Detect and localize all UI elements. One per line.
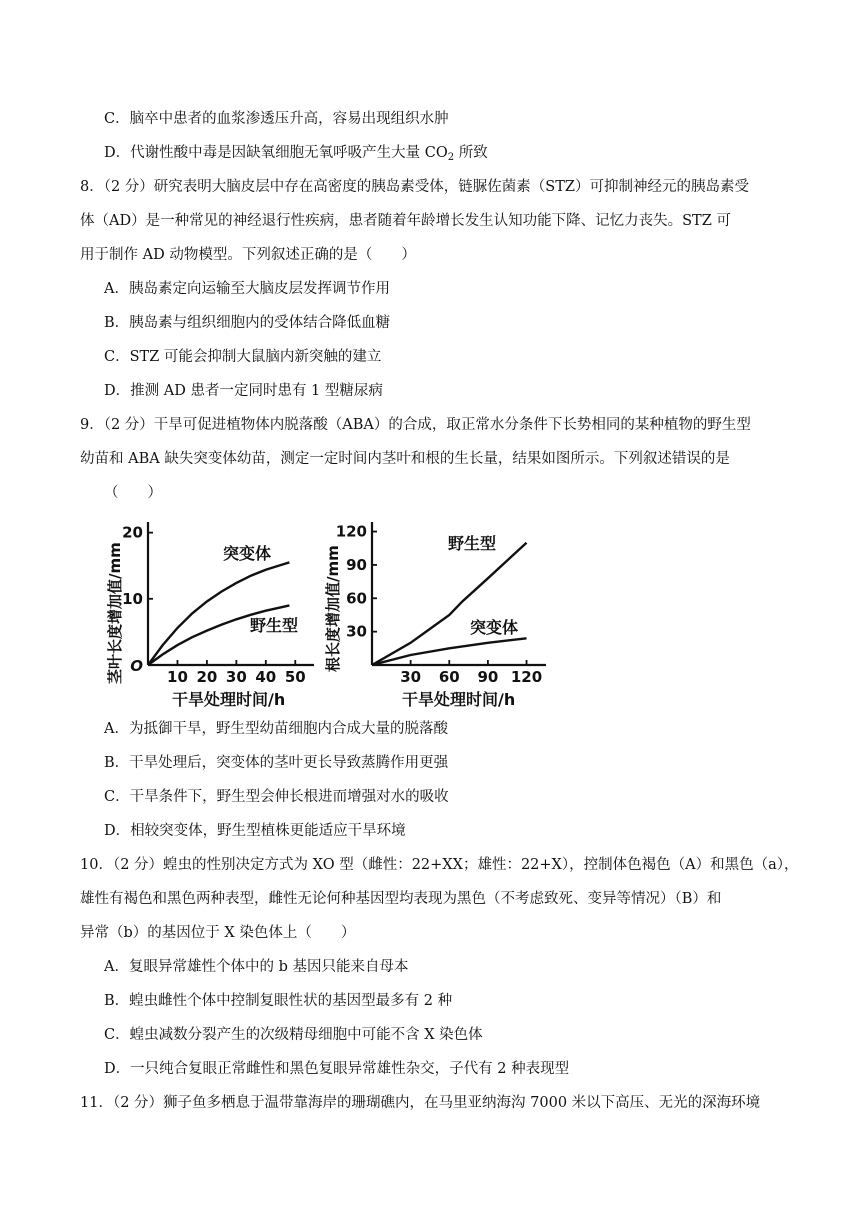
right-x-axis-label: 干旱处理时间/h bbox=[402, 690, 516, 709]
q9-option-a: A．为抵御干旱，野生型幼苗细胞内合成大量的脱落酸 bbox=[104, 721, 448, 737]
x-tick-label: 90 bbox=[477, 668, 499, 686]
q10-stem-line3: 异常（b）的基因位于 X 染色体上（ ） bbox=[80, 925, 356, 941]
root-growth-chart bbox=[322, 512, 552, 712]
series-label-2: 野生型 bbox=[250, 616, 299, 635]
q10-option-d: D．一只纯合复眼正常雌性和黑色复眼异常雄性杂交，子代有 2 种表现型 bbox=[104, 1061, 570, 1077]
y-tick-label: 10 bbox=[122, 589, 143, 608]
q7-option-c: C．脑卒中患者的血浆渗透压升高，容易出现组织水肿 bbox=[104, 111, 449, 127]
q10-option-b: B．蝗虫雌性个体中控制复眼性状的基因型最多有 2 种 bbox=[104, 993, 453, 1009]
q9-stem-line1: 9．（2 分）干旱可促进植物体内脱落酸（ABA）的合成，取正常水分条件下长势相同的某种植物的野生型 bbox=[80, 417, 751, 433]
x-tick-label: 50 bbox=[284, 668, 306, 686]
x-tick-label: 40 bbox=[255, 668, 277, 686]
q9-option-d: D．相较突变体，野生型植株更能适应干旱环境 bbox=[104, 823, 406, 839]
left-x-axis-label: 干旱处理时间/h bbox=[172, 690, 286, 709]
x-tick-label: 10 bbox=[167, 668, 188, 686]
y-tick-label: 60 bbox=[346, 589, 367, 608]
q7-option-d bbox=[104, 143, 488, 163]
series-label-2: 突变体 bbox=[470, 618, 519, 637]
origin-label: O bbox=[130, 657, 143, 675]
y-tick-label: 120 bbox=[335, 522, 367, 541]
series-line-1 bbox=[372, 543, 527, 665]
x-tick-label: 30 bbox=[400, 668, 422, 686]
series-line-2 bbox=[148, 605, 289, 665]
x-tick-label: 30 bbox=[225, 668, 247, 686]
q8-option-c: C．STZ 可能会抑制大鼠脑内新突触的建立 bbox=[104, 349, 382, 365]
y-tick-label: 20 bbox=[122, 523, 143, 542]
y-tick-label: 90 bbox=[346, 555, 367, 574]
q8-stem-line2: 体（AD）是一种常见的神经退行性疾病，患者随着年龄增长发生认知功能下降、记忆力丧失。STZ 可 bbox=[80, 213, 731, 229]
q9-option-b: B．干旱处理后，突变体的茎叶更长导致蒸腾作用更强 bbox=[104, 755, 449, 771]
q10-option-c: C．蝗虫减数分裂产生的次级精母细胞中可能不含 X 染色体 bbox=[104, 1027, 483, 1043]
q11-stem-line1: 11．（2 分）狮子鱼多栖息于温带靠海岸的珊瑚礁内，在马里亚纳海沟 7000 米以下高压、无光的深海环境 bbox=[80, 1095, 761, 1111]
q10-stem-line2: 雄性有褐色和黑色两种表型，雌性无论何种基因型均表现为黑色（不考虑致死、变异等情况）（B）和 bbox=[80, 891, 722, 907]
q8-option-a: A．胰岛素定向运输至大脑皮层发挥调节作用 bbox=[104, 281, 390, 297]
q8-option-d: D．推测 AD 患者一定同时患有 1 型糖尿病 bbox=[104, 383, 383, 399]
q7-option-d-tail: 所致 bbox=[454, 145, 488, 161]
q7-option-d-text: D．代谢性酸中毒是因缺氧细胞无氧呼吸产生大量 CO bbox=[104, 145, 448, 161]
left-plot-area bbox=[122, 522, 314, 686]
series-label-1: 野生型 bbox=[448, 534, 497, 553]
left-y-axis-label: 茎叶长度增加值/mm bbox=[106, 542, 124, 684]
co2-subscript: 2 bbox=[447, 152, 455, 163]
series-label-1: 突变体 bbox=[223, 544, 272, 563]
x-tick-label: 120 bbox=[510, 668, 543, 686]
stem-leaf-growth-chart bbox=[100, 512, 315, 712]
x-tick-label: 60 bbox=[438, 668, 460, 686]
right-plot-area bbox=[336, 522, 546, 686]
right-y-axis-label: 根长度增加值/mm bbox=[324, 545, 342, 672]
x-tick-label: 20 bbox=[196, 668, 218, 686]
q8-option-b: B．胰岛素与组织细胞内的受体结合降低血糖 bbox=[104, 315, 391, 331]
q8-stem-line3: 用于制作 AD 动物模型。下列叙述正确的是（ ） bbox=[80, 247, 416, 263]
q9-stem-line3: （ ） bbox=[104, 485, 162, 501]
q8-stem-line1: 8．（2 分）研究表明大脑皮层中存在高密度的胰岛素受体，链脲佐菌素（STZ）可抑制神经元的胰岛素受 bbox=[80, 179, 749, 195]
q10-option-a: A．复眼异常雄性个体中的 b 基因只能来自母本 bbox=[104, 959, 409, 975]
q9-option-c: C．干旱条件下，野生型会伸长根进而增强对水的吸收 bbox=[104, 789, 449, 805]
q9-stem-line2: 幼苗和 ABA 缺失突变体幼苗，测定一定时间内茎叶和根的生长量，结果如图所示。下列叙述错误的是 bbox=[80, 451, 730, 467]
y-tick-label: 30 bbox=[346, 622, 367, 641]
q10-stem-line1: 10．（2 分）蝗虫的性别决定方式为 XO 型（雌性：22+XX；雄性：22+X），控制体色褐色（A）和黑色（a）， bbox=[80, 857, 799, 873]
